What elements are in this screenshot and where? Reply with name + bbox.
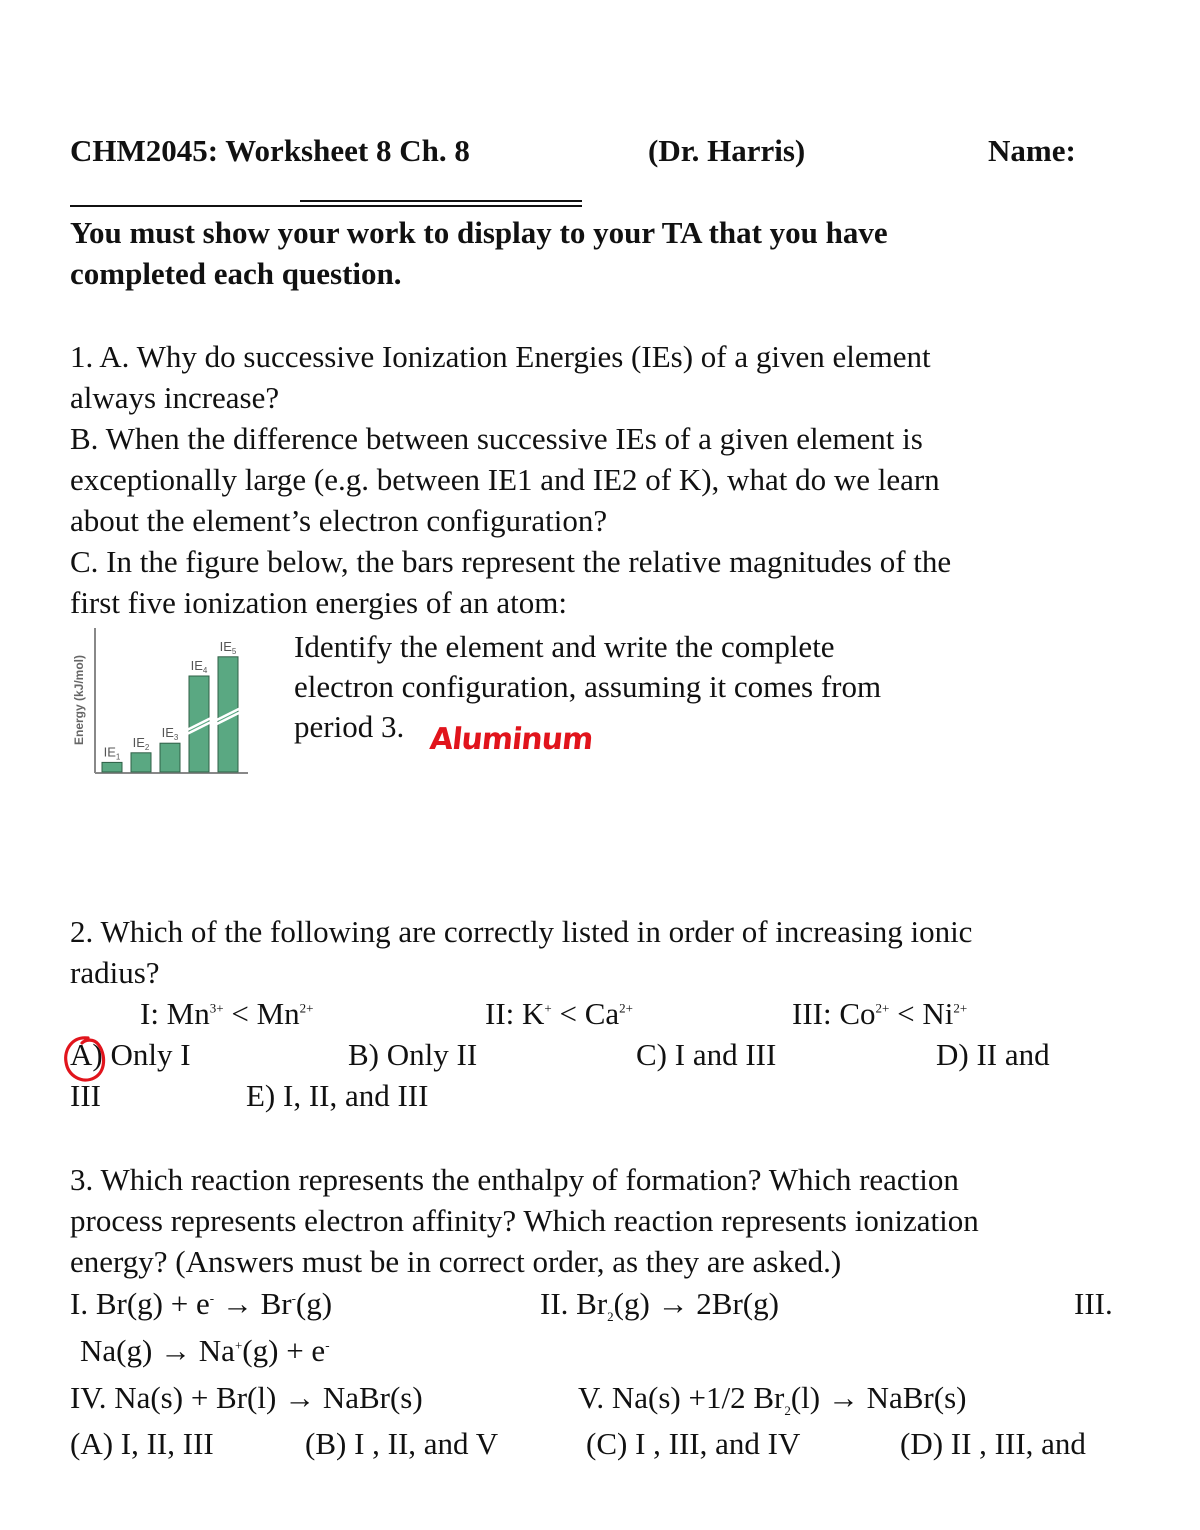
q1-a-line-2: always increase?	[70, 380, 280, 415]
handwritten-answer: Aluminum	[428, 722, 595, 757]
q2-statement-1: I: $Mn^{3+} < Mn^{2+}$	[140, 996, 314, 1031]
q2-option-d[interactable]: D) II and	[936, 1037, 1050, 1072]
q3-line-1: 3. Which reaction represents the enthalpy of formation? Which reaction	[70, 1162, 959, 1197]
q3-reaction-3: Na(g) → Na+(g) + e-	[80, 1333, 330, 1368]
q3-option-a[interactable]: (A) I, II, III	[70, 1426, 214, 1461]
q1-b-line-2: exceptionally large (e.g. between IE1 and IE2 of K), what do we learn	[70, 462, 940, 497]
q2-statement-2: II: $K^+ < Ca^{2+}$	[485, 996, 634, 1031]
instructions-line-1: You must show your work to display to your TA that you have	[70, 215, 888, 250]
q3-option-c[interactable]: (C) I , III, and IV	[586, 1426, 801, 1461]
q2-option-b[interactable]: B) Only II	[348, 1037, 478, 1072]
q2-option-a[interactable]: A) Only I	[70, 1037, 191, 1072]
q2-statement-3: III: $Co^{2+} < Ni^{2+}$	[792, 996, 968, 1031]
bar-label-ie2: $IE_2$	[132, 734, 150, 752]
q1-side-line-2: electron configuration, assuming it comes from	[294, 669, 882, 704]
bar-label-ie4: $IE_4$	[190, 658, 208, 675]
q1-side-line-3: period 3.	[294, 709, 405, 744]
bar-ie3	[160, 743, 180, 772]
answer-circle-mark	[60, 1034, 112, 1086]
name-line-top	[300, 200, 582, 202]
instructor: (Dr. Harris)	[648, 133, 806, 168]
course-title: CHM2045: Worksheet 8 Ch. 8	[70, 133, 470, 168]
bar-ie2	[131, 753, 151, 772]
bar-label-ie3: $IE_3$	[161, 725, 179, 743]
bar-ie1	[102, 762, 122, 772]
q1-c-line-1: C. In the figure below, the bars represent the relative magnitudes of the	[70, 544, 952, 579]
q2-option-e[interactable]: E) I, II, and III	[246, 1078, 429, 1113]
q2-line-1: 2. Which of the following are correctly listed in order of increasing ionic	[70, 914, 973, 949]
q3-option-d[interactable]: (D) II , III, and	[900, 1426, 1086, 1461]
q3-line-2: process represents electron affinity? Which reaction represents ionization	[70, 1203, 979, 1238]
q3-reaction-3-label: III.	[1074, 1286, 1113, 1321]
q3-reaction-5: V. Na(s) +1/2 $Br_2(l)$ → NaBr(s)	[578, 1380, 967, 1419]
instructions-line-2: completed each question.	[70, 256, 402, 291]
q3-reaction-4: IV. Na(s) + Br(l) → NaBr(s)	[70, 1380, 423, 1415]
q2-option-d-continued: III	[70, 1078, 101, 1113]
bar-label-ie5: $IE_5$	[219, 638, 237, 656]
q3-reaction-1: I. Br(g) + e- → Br-(g)	[70, 1286, 333, 1321]
q1-b-line-3: about the element’s electron configuration?	[70, 503, 608, 538]
q2-option-c[interactable]: C) I and III	[636, 1037, 777, 1072]
name-line	[70, 205, 582, 207]
q3-option-b[interactable]: (B) I , II, and V	[305, 1426, 499, 1461]
name-label: Name:	[988, 133, 1076, 168]
q3-reaction-2: II. $Br_2(g) \to 2Br(g)$	[540, 1286, 779, 1325]
q1-a-line-1: 1. A. Why do successive Ionization Energies (IEs) of a given element	[70, 339, 931, 374]
q1-side-line-1: Identify the element and write the complete	[294, 629, 835, 664]
y-axis-label: Energy (kJ/mol)	[72, 654, 86, 746]
q1-b-line-1: B. When the difference between successive IEs of a given element is	[70, 421, 923, 456]
bar-label-ie1: $IE_1$	[103, 744, 121, 762]
q3-line-3: energy? (Answers must be in correct order, as they are asked.)	[70, 1244, 842, 1279]
q2-line-2: radius?	[70, 955, 160, 990]
ionization-energy-chart	[66, 622, 256, 780]
q1-c-line-2: first five ionization energies of an atom:	[70, 585, 567, 620]
